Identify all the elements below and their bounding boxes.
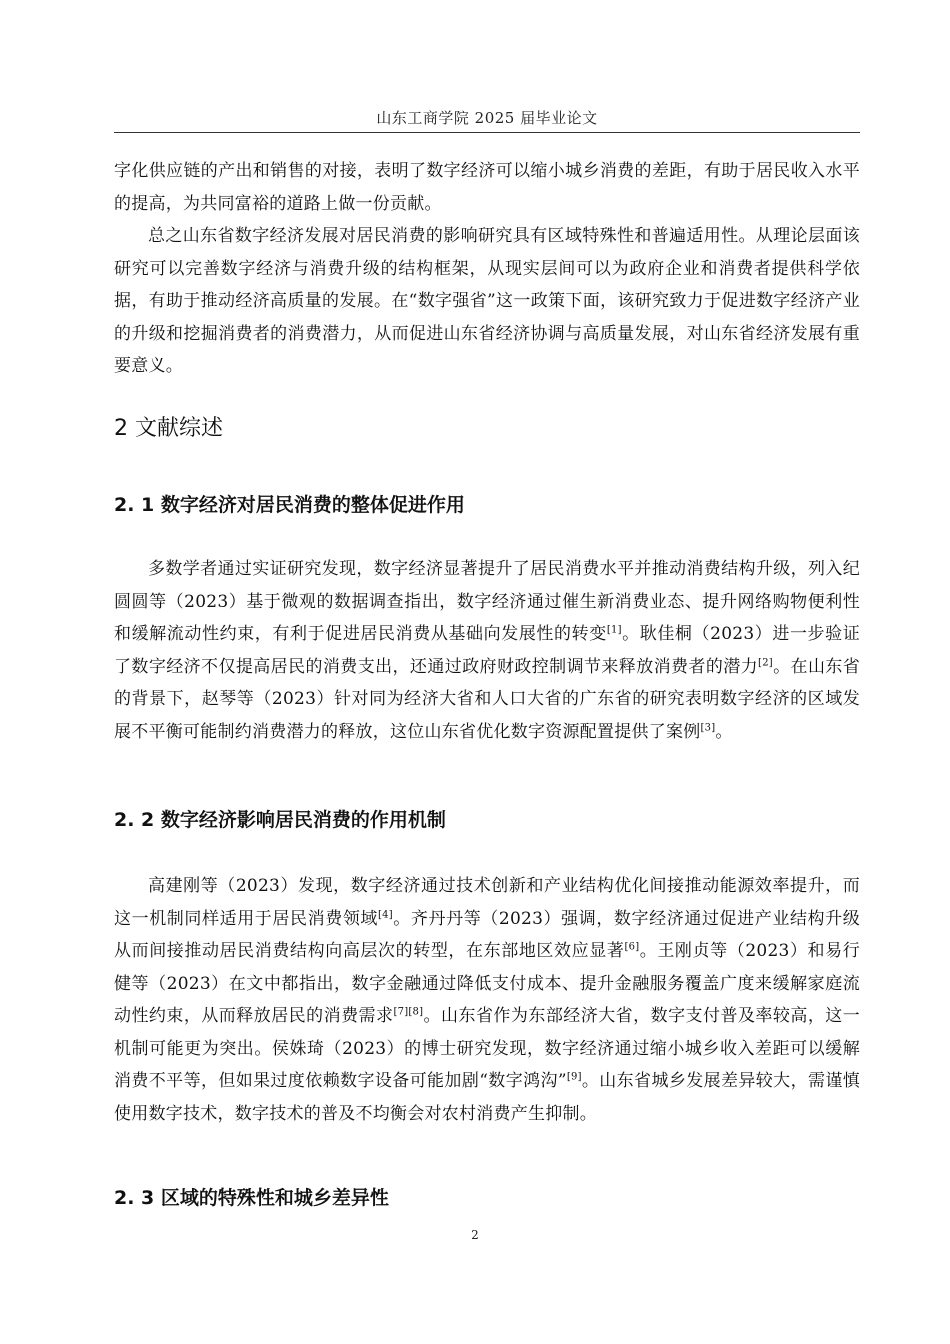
section-2-2-heading-block xyxy=(114,806,860,834)
section-2-2-body xyxy=(114,870,860,1130)
citation-ref: [4] xyxy=(378,908,393,920)
citation-ref: [2] xyxy=(758,656,773,668)
citation-ref: [8] xyxy=(408,1006,424,1018)
citation-ref: [7] xyxy=(393,1006,409,1018)
intro-block xyxy=(114,155,860,383)
section-2-2-title: 2. 2 数字经济影响居民消费的作用机制 xyxy=(114,809,446,831)
section-2-1-title: 2. 1 数字经济对居民消费的整体促进作用 xyxy=(114,494,465,516)
section-2-3-title: 2. 3 区域的特殊性和城乡差异性 xyxy=(114,1187,389,1209)
chapter-title: 2 文献综述 xyxy=(114,416,223,441)
page-number: 2 xyxy=(471,1228,479,1242)
citation-ref: [3] xyxy=(700,721,716,733)
header-rule xyxy=(114,132,860,133)
intro-paragraph-2: 总之山东省数字经济发展对居民消费的影响研究具有区域特殊性和普遍适用性。从理论层面该研究可以完善数字经济与消费升级的结构框架，从现实层间可以为政府企业和消费者提供科学依据，有助于推动经济高质量的发展。在“数字强省”这一政策下面，该研究致力于促进数字经济产业的升级和挖掘消费者的消费潜力，从而促进山东省经济协调与高质量发展，对山东省经济发展有重要意义。 xyxy=(114,226,860,376)
citation-ref: [1] xyxy=(606,624,622,636)
citation-ref: [9] xyxy=(566,1071,582,1083)
section-2-1-paragraph: 多数学者通过实证研究发现，数字经济显著提升了居民消费水平并推动消费结构升级，列入纪圆圆等（2023）基于微观的数据调查指出，数字经济通过催生新消费业态、提升网络购物便利性和缓解流动性约束，有利于促进居民消费从基础向发展性的转变[1]。耿佳桐（2023）进一步验证了数字经济不仅提高居民的消费支出，还通过政府财政控制调节来释放消费者的潜力[2]。在山东省的背景下，赵琴等（2023）针对同为经济大省和人口大省的广东省的研究表明数字经济的区域发展不平衡可能制约消费潜力的释放，这位山东省优化数字资源配置提供了案例[3]。 xyxy=(114,559,861,742)
section-2-3-heading-block xyxy=(114,1184,860,1212)
chapter-heading-block xyxy=(114,414,860,444)
citation-ref: [6] xyxy=(624,941,640,953)
section-2-1-body xyxy=(114,553,860,748)
section-2-2-paragraph: 高建刚等（2023）发现，数字经济通过技术创新和产业结构优化间接推动能源效率提升，而这一机制同样适用于居民消费领域[4]。齐丹丹等（2023）强调，数字经济通过促进产业结构升级从而间接推动居民消费结构向高层次的转型，在东部地区效应显著[6]。王刚贞等（2023）和易行健等（2023）在文中都指出，数字金融通过降低支付成本、提升金融服务覆盖广度来缓解家庭流动性约束，从而释放居民的消费需求[7][8]。山东省作为东部经济大省，数字支付普及率较高，这一机制可能更为突出。侯姝琦（2023）的博士研究发现，数字经济通过缩小城乡收入差距可以缓解消费不平等，但如果过度依赖数字设备可能加剧“数字鸿沟”[9]。山东省城乡发展差异较大，需谨慎使用数字技术，数字技术的普及不均衡会对农村消费产生抑制。 xyxy=(114,876,861,1124)
section-2-1-heading-block xyxy=(114,491,860,519)
intro-paragraph-1: 字化供应链的产出和销售的对接，表明了数字经济可以缩小城乡消费的差距，有助于居民收入水平的提高，为共同富裕的道路上做一份贡献。 xyxy=(114,161,860,214)
running-header: 山东工商学院 2025 届毕业论文 xyxy=(376,109,598,127)
